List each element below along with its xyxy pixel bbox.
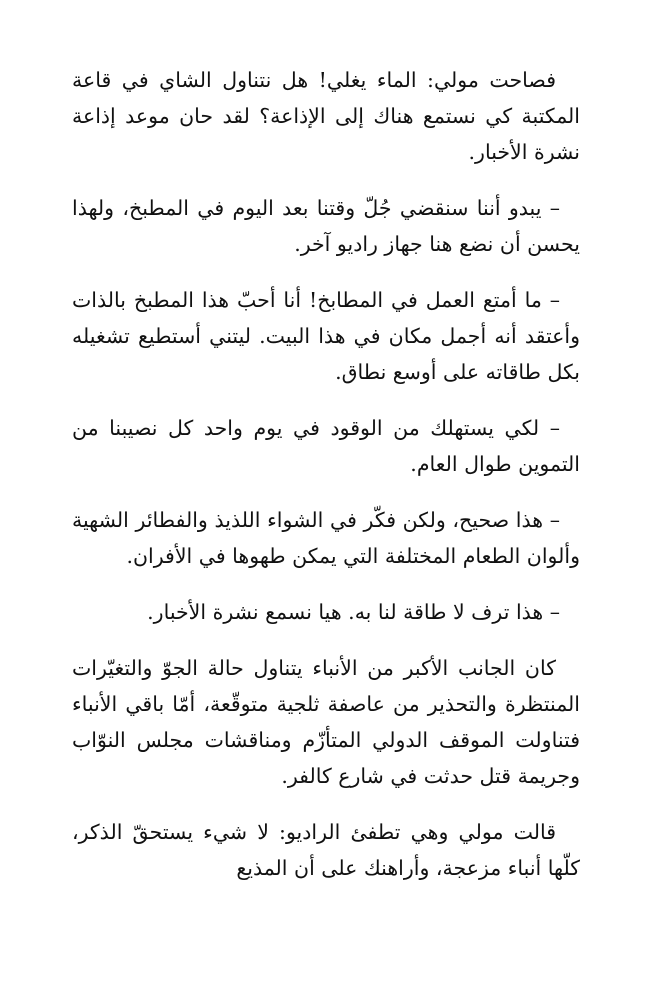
paragraph-8: قالت مولي وهي تطفئ الراديو: لا شيء يستحقّ الذكر، كلّها أنباء مزعجة، وأراهنك على أن المذيع: [72, 820, 580, 880]
paragraph-4-dialog: – لكي يستهلك من الوقود في يوم واحد كل نصيبنا من التموين طوال العام.: [72, 416, 580, 476]
paragraph-6-dialog: – هذا ترف لا طاقة لنا به. هيا نسمع نشرة الأخبار.: [147, 600, 560, 624]
paragraph-7: كان الجانب الأكبر من الأنباء يتناول حالة الجوّ والتغيّرات المنتظرة والتحذير من عاصفة ثلجية متوقّعة، أمّا باقي الأنباء فتناولت الموقف الدولي المتأزّم ومناقشات مجلس النوّاب وجريمة قتل حدثت في شارع كالفر.: [72, 656, 580, 788]
book-page-text: [72, 62, 580, 906]
paragraph-2-dialog: – يبدو أننا سنقضي جُلّ وقتنا بعد اليوم في المطبخ، ولهذا يحسن أن نضع هنا جهاز راديو آخر.: [72, 196, 580, 256]
paragraph-5-dialog: – هذا صحيح، ولكن فكّر في الشواء اللذيذ والفطائر الشهية وألوان الطعام المختلفة التي يمكن طهوها في الأفران.: [72, 508, 580, 568]
paragraph-3-dialog: – ما أمتع العمل في المطابخ! أنا أحبّ هذا المطبخ بالذات وأعتقد أنه أجمل مكان في هذا البيت. ليتني أستطيع تشغيله بكل طاقاته على أوسع نطاق.: [72, 288, 580, 384]
paragraph-1: فصاحت مولي: الماء يغلي! هل نتناول الشاي في قاعة المكتبة كي نستمع هناك إلى الإذاعة؟ لقد حان موعد إذاعة نشرة الأخبار.: [72, 68, 580, 164]
